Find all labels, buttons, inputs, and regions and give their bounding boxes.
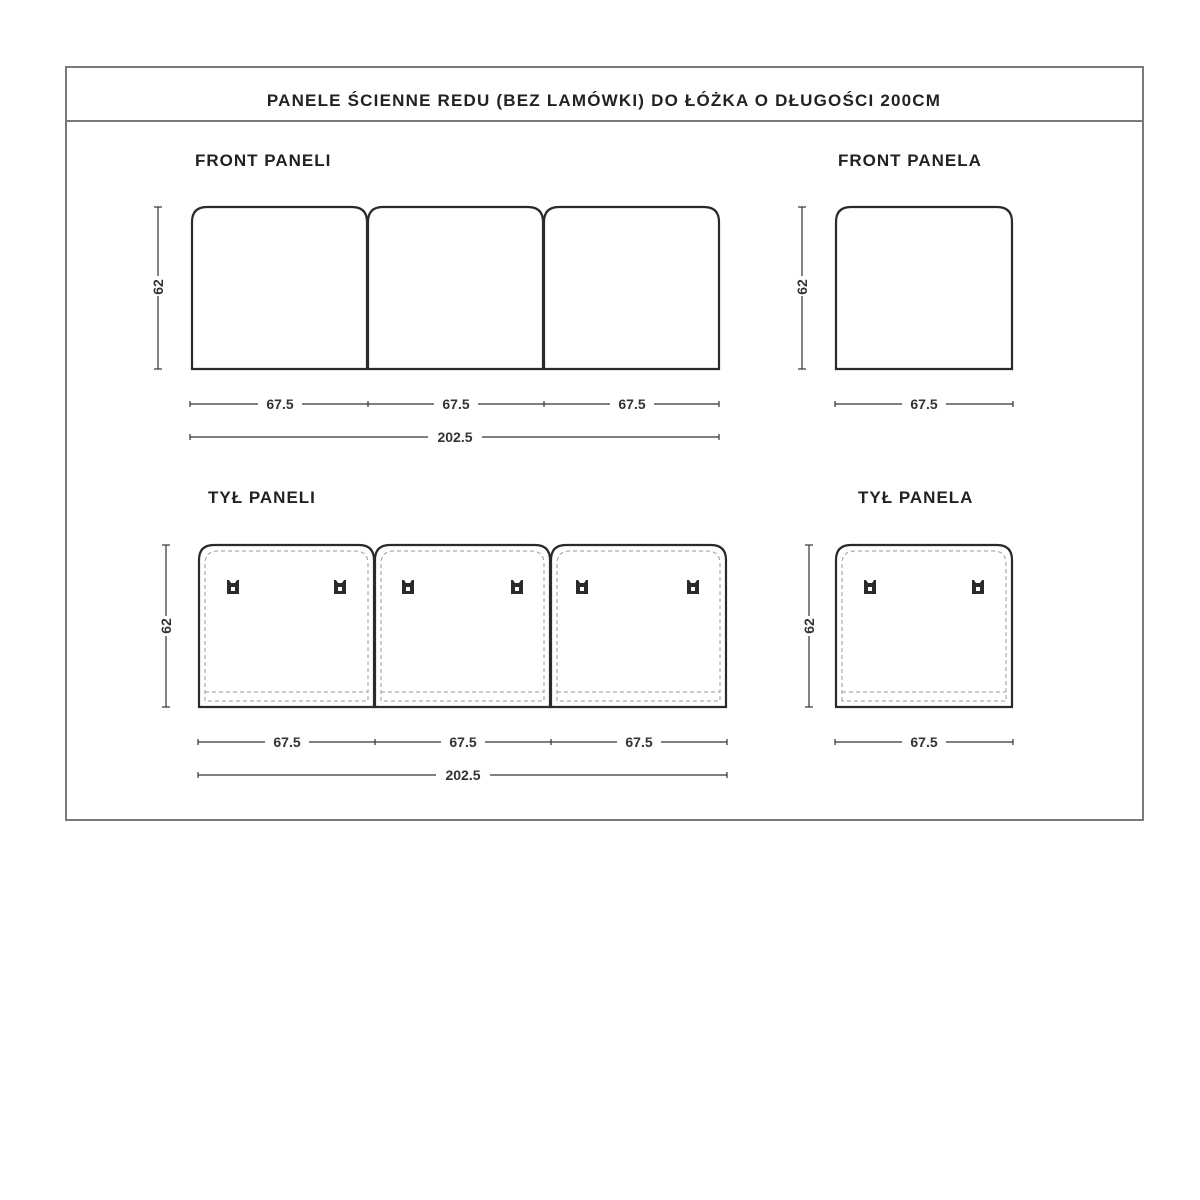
front-multi-total-width: 202.5 <box>437 429 473 445</box>
back-single-width-label: 67.5 <box>910 734 938 750</box>
front-multi-label: FRONT PANELI <box>195 151 332 170</box>
mounting-bracket-icon <box>864 580 876 594</box>
front-multi-height-dimension <box>150 207 166 369</box>
front-multi-panels <box>192 207 719 369</box>
back-single-panel <box>836 545 1012 707</box>
mounting-bracket-icon <box>402 580 414 594</box>
back-multi-width-2: 67.5 <box>449 734 477 750</box>
back-panel-1 <box>199 545 374 707</box>
front-multi-width-1: 67.5 <box>266 396 294 412</box>
back-panel-2 <box>375 545 550 707</box>
mounting-bracket-icon <box>972 580 984 594</box>
back-single-label: TYŁ PANELA <box>858 488 974 507</box>
back-multi-height-dimension <box>158 545 174 707</box>
diagram-title: PANELE ŚCIENNE REDU (BEZ LAMÓWKI) DO ŁÓŻKA O DŁUGOŚCI 200CM <box>266 91 942 110</box>
back-single-height-dimension <box>801 545 817 707</box>
mounting-bracket-icon <box>227 580 239 594</box>
front-single-height-label: 62 <box>794 279 810 295</box>
front-single-height-dimension <box>794 207 810 369</box>
front-single-label: FRONT PANELA <box>838 151 982 170</box>
front-multi-width-2: 67.5 <box>442 396 470 412</box>
front-panel-1 <box>192 207 367 369</box>
back-multi-label: TYŁ PANELI <box>208 488 316 507</box>
front-single-panel <box>836 207 1012 369</box>
mounting-bracket-icon <box>511 580 523 594</box>
back-multi-height-label: 62 <box>158 618 174 634</box>
front-panel-2 <box>368 207 543 369</box>
mounting-bracket-icon <box>334 580 346 594</box>
mounting-bracket-icon <box>576 580 588 594</box>
back-multi-width-1: 67.5 <box>273 734 301 750</box>
back-panel-3 <box>551 545 726 707</box>
mounting-bracket-icon <box>687 580 699 594</box>
front-panel-3 <box>544 207 719 369</box>
front-multi-height-label: 62 <box>150 279 166 295</box>
front-multi-width-3: 67.5 <box>618 396 646 412</box>
back-multi-total-width: 202.5 <box>445 767 481 783</box>
back-single-brackets <box>864 580 984 594</box>
back-multi-panels <box>199 545 726 707</box>
front-single-width-label: 67.5 <box>910 396 938 412</box>
back-multi-brackets <box>227 580 699 594</box>
back-single-height-label: 62 <box>801 618 817 634</box>
back-multi-width-3: 67.5 <box>625 734 653 750</box>
